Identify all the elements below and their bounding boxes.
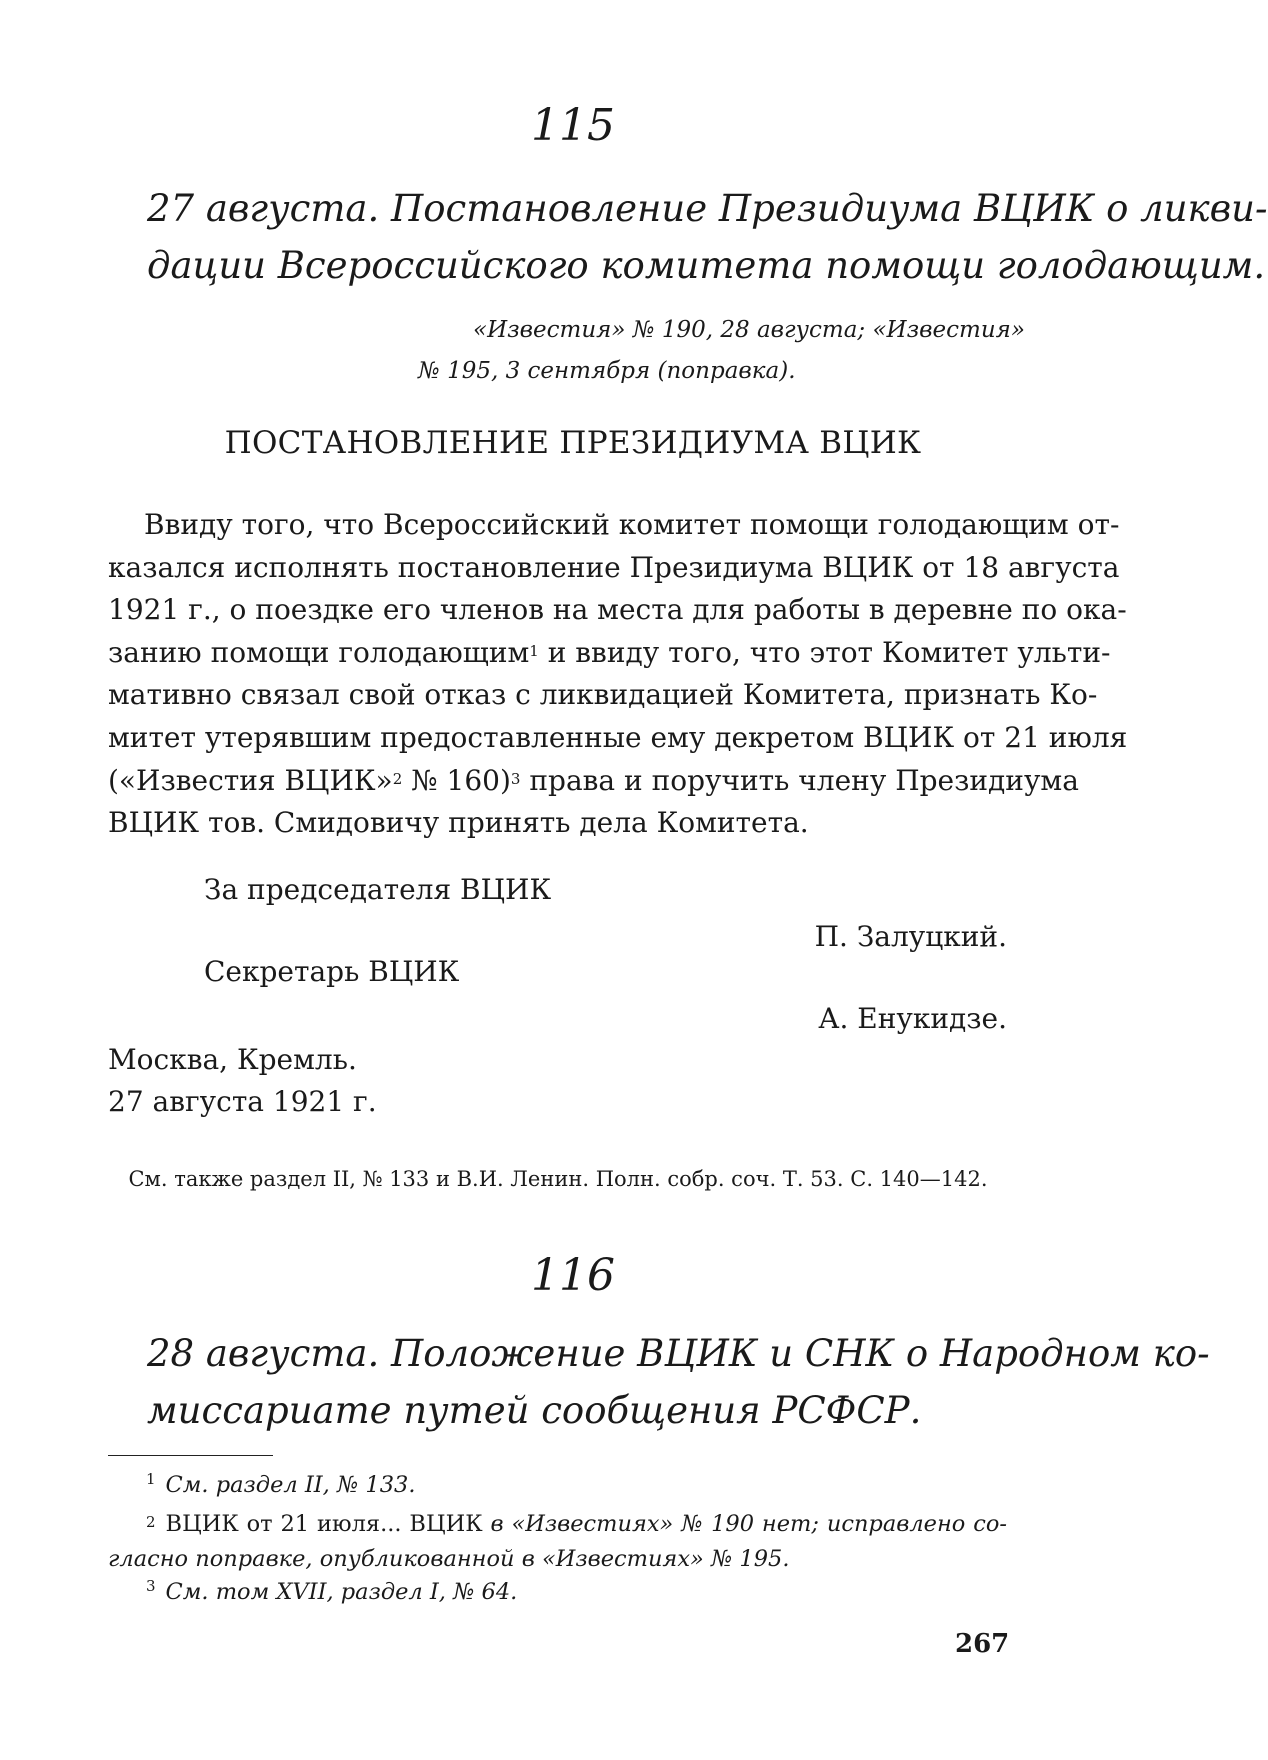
footnote-text: См. том XVII, раздел I, № 64. bbox=[165, 1579, 518, 1605]
resolution-body bbox=[108, 504, 1128, 845]
footnote-divider bbox=[108, 1455, 273, 1456]
heading-line: миссариате путей сообщения РСФСР. bbox=[147, 1389, 922, 1432]
footnote-number: 2 bbox=[146, 1513, 156, 1531]
document-number: 115 bbox=[531, 100, 615, 151]
footnote-text: См. раздел II, № 133. bbox=[165, 1472, 416, 1498]
footnote-text: в «Известиях» № 190 нет; исправлено со- bbox=[482, 1511, 1007, 1537]
body-line: мативно связал свой отказ с ликвидацией Комитета, признать Ко- bbox=[108, 678, 1098, 712]
footnote-line bbox=[146, 1507, 1007, 1542]
footnote-number: 1 bbox=[146, 1470, 156, 1488]
footnote-2 bbox=[108, 1507, 1007, 1577]
footnote-ref[interactable]: 2 bbox=[392, 769, 403, 788]
footnote-3 bbox=[146, 1579, 517, 1605]
see-also-note: См. также раздел II, № 133 и В.И. Ленин. Полн. собр. соч. Т. 53. С. 140—142. bbox=[128, 1167, 988, 1191]
heading-line: дации Всероссийского комитета помощи голодающим. bbox=[147, 244, 1266, 287]
document-number: 116 bbox=[531, 1250, 615, 1301]
footnote-ref[interactable]: 1 bbox=[529, 641, 539, 660]
heading-line: 27 августа. Постановление Президиума ВЦИК о ликви- bbox=[147, 187, 1268, 230]
body-text: занию помощи голодающим bbox=[108, 635, 530, 669]
secretary-signature: А. Енукидзе. bbox=[818, 1002, 1007, 1035]
footnote-1 bbox=[146, 1472, 416, 1498]
body-line bbox=[108, 632, 1111, 675]
body-text: и ввиду того, что этот Комитет ульти- bbox=[538, 635, 1111, 669]
footnote-number: 3 bbox=[146, 1577, 156, 1595]
body-line: 1921 г., о поездке его членов на места для работы в деревне по ока- bbox=[108, 593, 1127, 627]
chair-title: За председателя ВЦИК bbox=[204, 873, 552, 906]
page-number: 267 bbox=[955, 1629, 1010, 1659]
heading-line: 28 августа. Положение ВЦИК и СНК о Народном ко- bbox=[147, 1332, 1210, 1375]
date: 27 августа 1921 г. bbox=[108, 1085, 377, 1118]
chair-signature: П. Залуцкий. bbox=[814, 920, 1007, 953]
secretary-title: Секретарь ВЦИК bbox=[204, 955, 460, 988]
body-line bbox=[108, 760, 1079, 803]
footnote-text: ВЦИК от 21 июля... ВЦИК bbox=[165, 1511, 483, 1537]
body-line: ВЦИК тов. Смидовичу принять дела Комитета. bbox=[108, 806, 809, 840]
body-line: казался исполнять постановление Президиума ВЦИК от 18 августа bbox=[108, 550, 1120, 584]
body-line: Ввиду того, что Всероссийский комитет помощи голодающим от- bbox=[144, 508, 1120, 541]
body-text: права и поручить члену Президиума bbox=[520, 763, 1079, 797]
document-heading bbox=[147, 180, 1268, 294]
body-line: митет утерявшим предоставленные ему декретом ВЦИК от 21 июля bbox=[108, 720, 1128, 754]
body-text: («Известия ВЦИК» bbox=[108, 763, 393, 797]
source-citation-line: «Известия» № 190, 28 августа; «Известия» bbox=[473, 317, 1025, 343]
footnote-ref[interactable]: 3 bbox=[510, 769, 521, 788]
body-text: № 160) bbox=[402, 763, 511, 797]
place: Москва, Кремль. bbox=[108, 1043, 357, 1076]
resolution-title: ПОСТАНОВЛЕНИЕ ПРЕЗИДИУМА ВЦИК bbox=[224, 425, 922, 461]
source-citation-line: № 195, 3 сентября (поправка). bbox=[418, 358, 796, 384]
footnote-line: гласно поправке, опубликованной в «Известиях» № 195. bbox=[108, 1546, 790, 1572]
document-heading bbox=[147, 1325, 1210, 1439]
